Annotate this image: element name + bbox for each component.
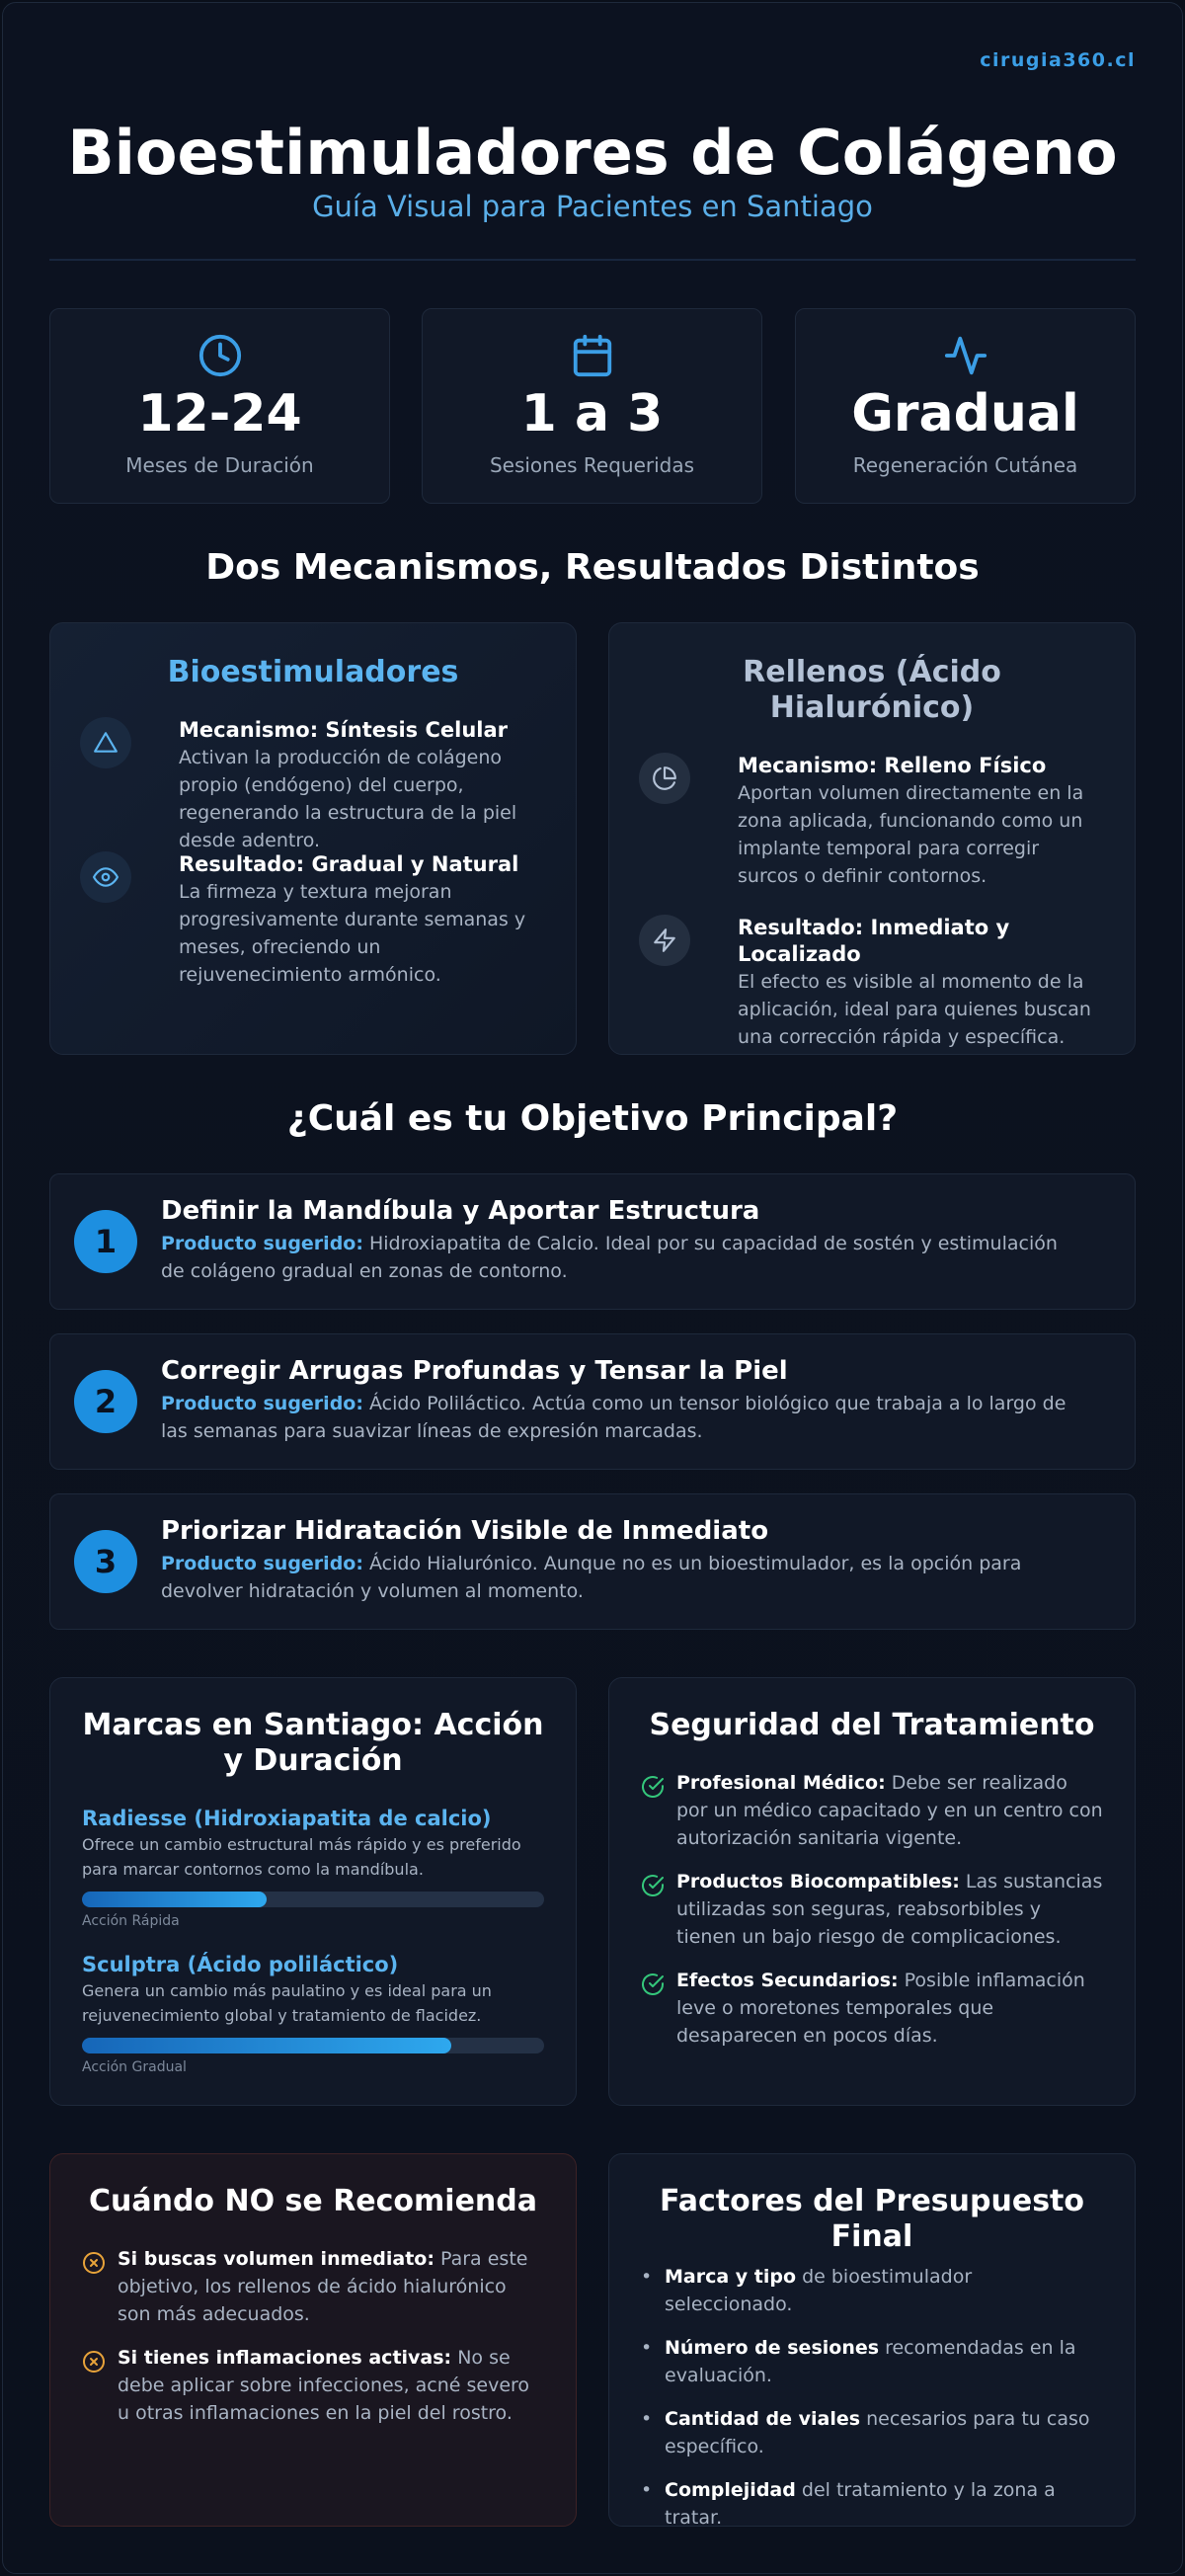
mechanism-title: Resultado: Gradual y Natural bbox=[179, 852, 519, 876]
card-title: Marcas en Santiago: Acción y Duración bbox=[82, 1708, 544, 1778]
bioestimuladores-card bbox=[49, 622, 577, 1055]
mechanism-title: Mecanismo: Síntesis Celular bbox=[179, 718, 509, 742]
stat-value: 1 a 3 bbox=[520, 384, 664, 443]
brand-description: Genera un cambio más paulatino y es ideal para un rejuvenecimiento global y tratamiento de flacidez. bbox=[82, 1981, 492, 2025]
progress-fill bbox=[82, 1892, 267, 1907]
lightning-icon bbox=[639, 915, 690, 966]
brand-link[interactable]: cirugia360.cl bbox=[980, 49, 1136, 71]
mechanisms-heading: Dos Mecanismos, Resultados Distintos bbox=[205, 547, 980, 588]
safety-card bbox=[608, 1677, 1136, 2106]
stat-label: Meses de Duración bbox=[125, 453, 314, 477]
x-circle-icon bbox=[82, 2350, 106, 2374]
mechanism-text: La firmeza y textura mejoran progresivamente durante semanas y meses, ofreciendo un rejuvenecimiento armónico. bbox=[179, 881, 526, 986]
brand-name: Sculptra (Ácido poliláctico) bbox=[82, 1953, 399, 1976]
goal-card bbox=[49, 1493, 1136, 1630]
goal-number-badge: 2 bbox=[74, 1370, 137, 1433]
stat-card-duration bbox=[49, 308, 390, 504]
goals-heading: ¿Cuál es tu Objetivo Principal? bbox=[286, 1098, 899, 1139]
stat-value: Gradual bbox=[851, 384, 1079, 443]
triangle-icon bbox=[80, 717, 131, 768]
card-title: Bioestimuladores bbox=[167, 655, 459, 689]
brands-card bbox=[49, 1677, 577, 2106]
stat-label: Sesiones Requeridas bbox=[489, 453, 695, 477]
goal-description: Producto sugerido: Ácido Hialurónico. Aunque no es un bioestimulador, es la opción para devolver hidratación y volumen al momento. bbox=[161, 1553, 1022, 1602]
list-item: • Marca y tipo de bioestimulador seleccionado. bbox=[641, 2263, 1103, 2318]
mechanism-item bbox=[80, 717, 546, 854]
progress-fill bbox=[82, 2038, 451, 2053]
mechanism-item bbox=[80, 851, 546, 989]
action-progress-bar bbox=[82, 1892, 544, 1907]
calendar-icon bbox=[423, 333, 761, 380]
budget-list bbox=[641, 2263, 1103, 2547]
x-circle-icon bbox=[82, 2251, 106, 2275]
stat-card-regeneration bbox=[795, 308, 1136, 504]
warning-item: Si buscas volumen inmediato: Para este objetivo, los rellenos de ácido hialurónico son más adecuados. bbox=[82, 2245, 544, 2328]
safety-item: Profesional Médico: Debe ser realizado por un médico capacitado y en un centro con autorización sanitaria vigente. bbox=[641, 1769, 1103, 1852]
goal-title: Definir la Mandíbula y Aportar Estructura bbox=[161, 1196, 760, 1226]
pie-chart-icon bbox=[639, 753, 690, 804]
rellenos-card bbox=[608, 622, 1136, 1055]
goal-number-badge: 3 bbox=[74, 1530, 137, 1593]
mechanism-title: Mecanismo: Relleno Físico bbox=[738, 754, 1047, 777]
list-item: • Complejidad del tratamiento y la zona a tratar. bbox=[641, 2476, 1103, 2532]
mechanism-text: Activan la producción de colágeno propio (endógeno) del cuerpo, regenerando la estructura de la piel desde adentro. bbox=[179, 747, 517, 851]
check-circle-icon bbox=[641, 1874, 665, 1897]
action-progress-bar bbox=[82, 2038, 544, 2053]
stat-label: Regeneración Cutánea bbox=[852, 453, 1078, 477]
brand-description: Ofrece un cambio estructural más rápido y es preferido para marcar contornos como la mandíbula. bbox=[82, 1835, 521, 1879]
warning-item: Si tienes inflamaciones activas: No se debe aplicar sobre infecciones, acné severo u otras inflamaciones en la piel del rostro. bbox=[82, 2344, 544, 2427]
brand-name: Radiesse (Hidroxiapatita de calcio) bbox=[82, 1807, 492, 1830]
stat-value: 12-24 bbox=[137, 384, 302, 443]
eye-icon bbox=[80, 851, 131, 903]
card-title: Cuándo NO se Recomienda bbox=[88, 2184, 537, 2218]
safety-item: Efectos Secundarios: Posible inflamación leve o moretones temporales que desaparecen en pocos días. bbox=[641, 1967, 1103, 2050]
list-item: • Cantidad de viales necesarios para tu caso específico. bbox=[641, 2405, 1103, 2460]
clock-icon bbox=[50, 333, 389, 380]
card-title: Seguridad del Tratamiento bbox=[649, 1708, 1095, 1742]
header-divider bbox=[49, 259, 1136, 261]
mechanism-text: El efecto es visible al momento de la aplicación, ideal para quienes buscan una corrección rápida y específica. bbox=[738, 971, 1091, 1048]
page-subtitle: Guía Visual para Pacientes en Santiago bbox=[312, 190, 873, 223]
goal-description: Producto sugerido: Hidroxiapatita de Calcio. Ideal por su capacidad de sostén y estimulación de colágeno gradual en zonas de contorno. bbox=[161, 1233, 1058, 1282]
list-item: • Número de sesiones recomendadas en la evaluación. bbox=[641, 2334, 1103, 2389]
activity-icon bbox=[796, 333, 1135, 380]
stat-card-sessions bbox=[422, 308, 762, 504]
card-title: Rellenos (Ácido Hialurónico) bbox=[743, 655, 1001, 725]
goal-card bbox=[49, 1173, 1136, 1310]
bar-label: Acción Gradual bbox=[82, 2059, 187, 2075]
goal-title: Priorizar Hidratación Visible de Inmediato bbox=[161, 1516, 769, 1546]
check-circle-icon bbox=[641, 1775, 665, 1799]
goal-card bbox=[49, 1333, 1136, 1470]
mechanism-title: Resultado: Inmediato y Localizado bbox=[738, 916, 1010, 966]
card-title: Factores del Presupuesto Final bbox=[659, 2184, 1085, 2254]
goal-number-badge: 1 bbox=[74, 1210, 137, 1273]
mechanism-text: Aportan volumen directamente en la zona aplicada, funcionando como un implante temporal para corregir surcos o definir contornos. bbox=[738, 782, 1084, 887]
page-title: Bioestimuladores de Colágeno bbox=[67, 117, 1118, 189]
goal-description: Producto sugerido: Ácido Poliláctico. Actúa como un tensor biológico que trabaja a lo largo de las semanas para suavizar líneas de expresión marcadas. bbox=[161, 1393, 1066, 1442]
bar-label: Acción Rápida bbox=[82, 1913, 180, 1929]
budget-card bbox=[608, 2153, 1136, 2527]
brand-item-sculptra bbox=[82, 1951, 544, 2075]
mechanism-item bbox=[639, 753, 1105, 890]
goal-title: Corregir Arrugas Profundas y Tensar la Piel bbox=[161, 1356, 788, 1386]
brand-item-radiesse bbox=[82, 1805, 544, 1929]
check-circle-icon bbox=[641, 1972, 665, 1996]
not-recommended-card bbox=[49, 2153, 577, 2527]
safety-item: Productos Biocompatibles: Las sustancias utilizadas son seguras, reabsorbibles y tienen un bajo riesgo de complicaciones. bbox=[641, 1868, 1103, 1951]
mechanism-item bbox=[639, 915, 1105, 1051]
